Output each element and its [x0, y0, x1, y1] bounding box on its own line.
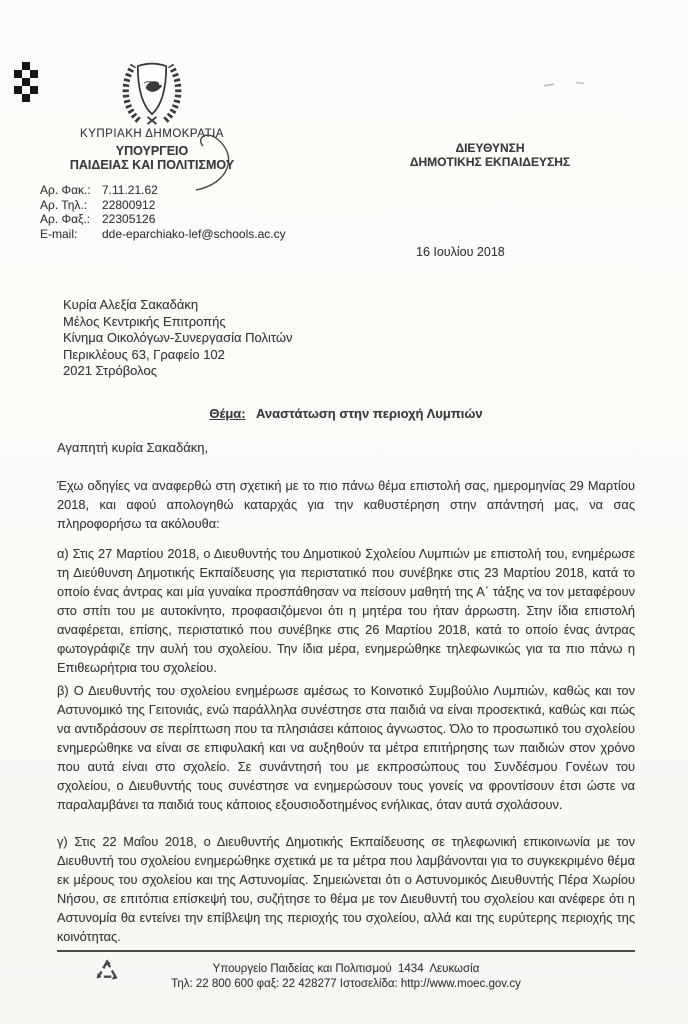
scan-registration-mark-icon — [14, 62, 38, 102]
email-value: dde-eparchiako-lef@schools.ac.cy — [102, 226, 286, 241]
phone-label: Αρ. Τηλ.: — [40, 197, 88, 212]
greeting: Αγαπητή κυρία Σακαδάκη, — [57, 440, 209, 455]
fax-label: Αρ. Φαξ.: — [40, 212, 91, 226]
scan-artifact — [544, 83, 554, 86]
footer-contact: Τηλ: 22 800 600 φαξ: 22 428277 Ιστοσελίδα: http://www.moec.gov.cy — [171, 978, 521, 990]
subject-label: Θέμα: — [209, 406, 246, 421]
directorate-line2: ΔΗΜΟΤΙΚΗΣ ΕΚΠΑΙΔΕΥΣΗΣ — [409, 155, 571, 169]
recipient-role: Μέλος Κεντρικής Επιτροπής — [63, 313, 226, 329]
ministry-name-line1: ΥΠΟΥΡΓΕΙΟ — [115, 144, 189, 158]
paragraph-beta: β) Ο Διευθυντής του σχολείου ενημέρωσε αμέσως το Κοινοτικό Συμβούλιο Λυμπιών, καθώς και τον Αστυνομικό της Γειτονιάς, ενώ παράλληλα συνέστησε στα παιδιά να είναι προσεκτικά, καθώς και πώς να αντιδράσουν σε περίπτωση που τα πλησιάσει κάποιος άγνωστος. Όλο το προσωπικό του σχολείου ενημερώθηκε να είναι σε επιφυλακή και να αυξηθούν τα μέτρα επιτήρησης των παιδιών στον χρόνο που αυτά είναι στο σχολείο. Σε συνάντησή του με εκπροσώπους του Συνδέσμου Γονέων του σχολείου, ο Διευθυντής τους συνέστησε να ενημερώσουν τους γονείς να φροντίσουν έτσι ώστε να παραλαμβάνει τα παιδιά τους κάποιος εξουσιοδοτημένος ενήλικας, όταν αυτά σχολάσουν. — [57, 683, 635, 812]
email-label: E-mail: — [40, 226, 78, 241]
file-number-row — [40, 183, 286, 198]
directorate-line1: ΔΙΕΥΘΥΝΣΗ — [455, 141, 525, 155]
recipient-city: 2021 Στρόβολος — [63, 363, 157, 378]
cyprus-coat-of-arms-icon — [112, 58, 192, 126]
paragraph-gamma: γ) Στις 22 Μαΐου 2018, ο Διευθυντής Δημοτικής Εκπαίδευσης σε τηλεφωνική επικοινωνία με τον Διευθυντή του σχολείου ενημερώθηκε σχετικά με τα μέτρα που λαμβάνονται για το συγκεκριμένο θέμα εκ μέρους του σχολείου και της Αστυνομίας. Σημειώνεται ότι ο Αστυνομικός Διευθυντής Πέρα Χωρίου Νήσου, σε επιτόπια επίσκεψή του, συζήτησε το θέμα με τον Διευθυντή του σχολείου και ανέφερε ότι η Αστυνομία θα εντείνει την επίβλεψη της περιοχής του σχολείου, αλλά και της ευρύτερης περιοχής της κοινότητας. — [57, 834, 635, 944]
recipient-organization: Κίνημα Οικολόγων-Συνεργασία Πολιτών — [63, 330, 293, 345]
email-row — [40, 227, 286, 242]
phone-value: 22800912 — [102, 197, 156, 212]
file-number-label: Αρ. Φακ.: — [40, 183, 91, 197]
fax-row — [40, 212, 286, 227]
ministry-name-line2: ΠΑΙΔΕΙΑΣ ΚΑΙ ΠΟΛΙΤΙΣΜΟΥ — [69, 158, 235, 172]
footer-divider — [57, 950, 635, 952]
footer-address: Υπουργείο Παιδείας και Πολιτισμού 1434 Λευκωσία — [212, 963, 480, 975]
paragraph-alpha: α) Στις 27 Μαρτίου 2018, ο Διευθυντής του Δημοτικού Σχολείου Λυμπιών με επιστολή του, ενημέρωσε τη Διεύθυνση Δημοτικής Εκπαίδευσης για περιστατικό που συνέβηκε στις 23 Μαρτίου 2018, κατά το οποίο ένας άντρας και μία γυναίκα προσπάθησαν να πείσουν μαθητή της Α΄ τάξης να τον μεταφέρουν στο σπίτι του με αυτοκίνητο, προφασιζόμενοι ότι η μητέρα του ήταν άρρωστη. Στην ίδια επιστολή αναφέρεται, επίσης, περιστατικό που συνέβηκε στις 26 Μαρτίου 2018, κατά το οποίο ένας άντρας φωτογράφιζε την αυλή του σχολείου. Την ίδια μέρα, ενημερώθηκε τηλεφωνικώς για τα πιο πάνω η Επιθεωρήτρια του σχολείου. — [57, 546, 635, 675]
recipient-street: Περικλέους 63, Γραφείο 102 — [63, 346, 225, 362]
recipient-block — [63, 297, 293, 380]
paragraph-intro: Έχω οδηγίες να αναφερθώ στη σχετική με το πιο πάνω θέμα επιστολή σας, ημερομηνίας 29 Μαρτίου 2018, και αφού απολογηθώ καταρχάς για την καθυστέρηση στην απάντησή μας, να σας πληροφορήσω τα ακόλουθα: — [57, 478, 635, 531]
fax-value: 22305126 — [102, 212, 156, 226]
contact-block — [40, 183, 286, 241]
file-number-value: 7.11.21.62 — [102, 183, 158, 197]
phone-row — [40, 198, 286, 213]
footer-block — [57, 962, 635, 992]
republic-title: ΚΥΠΡΙΑΚΗ ΔΗΜΟΚΡΑΤΙΑ — [80, 128, 224, 140]
recipient-name: Κυρία Αλεξία Σακαδάκη — [63, 297, 199, 312]
subject-text: Αναστάτωση στην περιοχή Λυμπιών — [256, 406, 483, 421]
scan-artifact — [576, 82, 584, 85]
subject-line — [57, 406, 635, 421]
letter-date: 16 Ιουλίου 2018 — [416, 245, 505, 259]
